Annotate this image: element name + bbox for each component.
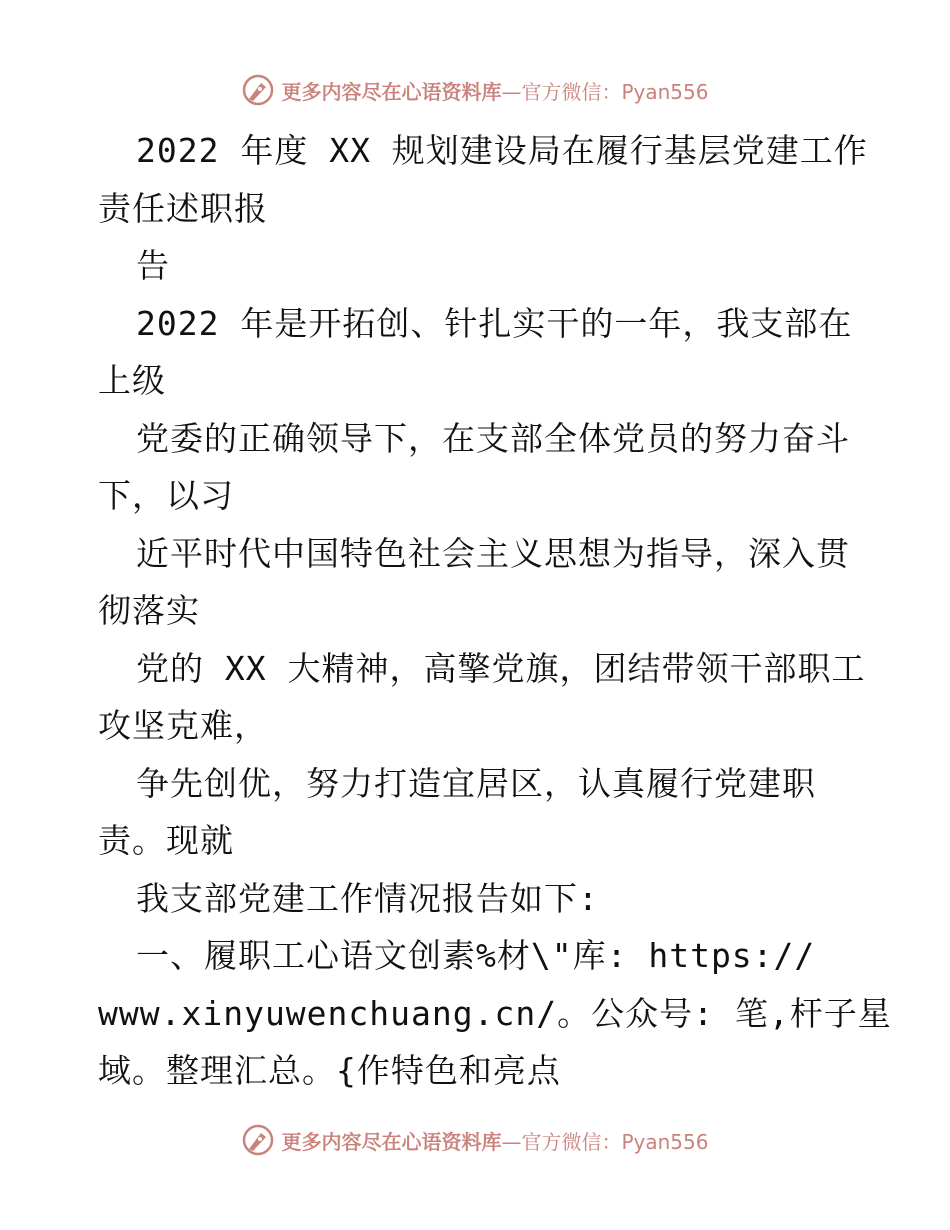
document-line: 下，以习 bbox=[98, 476, 234, 515]
document-line: 责任述职报 bbox=[98, 188, 268, 228]
banner-text bbox=[281, 1126, 708, 1155]
pen-nib-logo-icon bbox=[241, 73, 275, 107]
document-body bbox=[98, 122, 892, 1100]
banner-separator: — bbox=[501, 79, 522, 104]
header-watermark-banner bbox=[0, 70, 950, 110]
document-line: 近平时代中国特色社会主义思想为指导，深入贯 bbox=[136, 533, 850, 573]
banner-wechat-text: 官方微信：Pyan556 bbox=[521, 79, 709, 104]
document-line: 2022 年度 XX 规划建设局在履行基层党建工作 bbox=[136, 131, 868, 170]
document-line: 上级 bbox=[98, 361, 166, 400]
document-line: 党的 XX 大精神，高擎党旗，团结带领干部职工 bbox=[136, 648, 866, 688]
document-line: 责。现就 bbox=[98, 821, 234, 860]
banner-text bbox=[281, 76, 708, 105]
document-line: 争先创优，努力打造宜居区，认真履行党建职 bbox=[136, 763, 816, 803]
document-line: 一、履职工心语文创素%材\"库: https:// bbox=[136, 936, 816, 975]
document-line: 2022 年是开拓创、针扎实干的一年，我支部在 bbox=[136, 303, 853, 343]
footer-watermark-banner bbox=[0, 1120, 950, 1160]
document-line: 彻落实 bbox=[98, 591, 200, 630]
document-line: 攻坚克难， bbox=[98, 706, 268, 745]
document-line: 党委的正确领导下，在支部全体党员的努力奋斗 bbox=[136, 418, 850, 458]
banner-separator: — bbox=[501, 1129, 522, 1154]
banner-wechat-text: 官方微信：Pyan556 bbox=[521, 1129, 709, 1154]
document-line: 我支部党建工作情况报告如下: bbox=[136, 878, 599, 918]
banner-main-text: 更多内容尽在心语资料库 bbox=[281, 79, 502, 104]
document-line: www.xinyuwenchuang.cn/。公众号: 笔,杆子星 bbox=[98, 993, 892, 1033]
banner-main-text: 更多内容尽在心语资料库 bbox=[281, 1129, 502, 1154]
document-line: 域。整理汇总。{作特色和亮点 bbox=[98, 1051, 561, 1090]
pen-nib-logo-icon bbox=[241, 1123, 275, 1157]
document-line: 告 bbox=[136, 246, 170, 285]
